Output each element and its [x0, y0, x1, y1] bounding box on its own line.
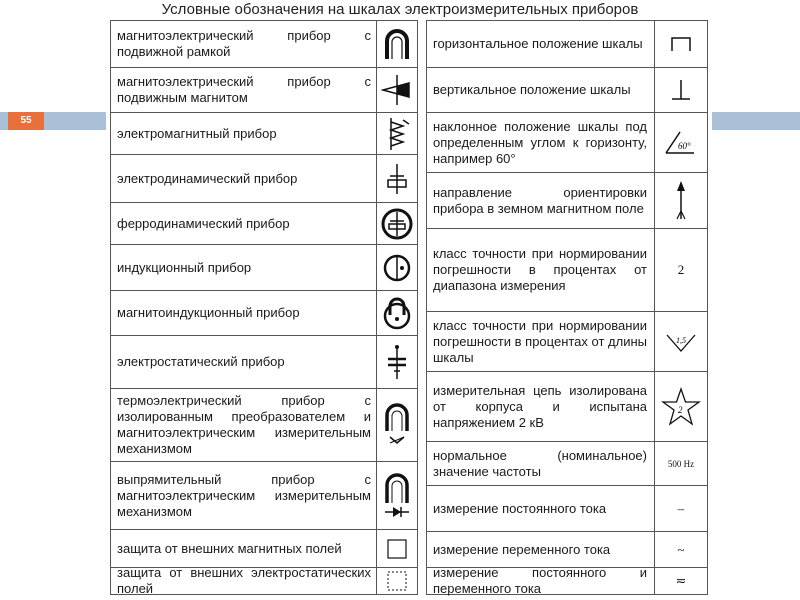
- table-row: [111, 462, 417, 530]
- right-symbols-table: [426, 20, 708, 595]
- row-label: измерительная цепь изолирована от корпуса и испытана напряжением 2 кВ: [433, 382, 647, 430]
- magnetoinduction-icon: [376, 291, 417, 335]
- table-row: [111, 68, 417, 113]
- horizontal-position-icon: [654, 21, 707, 67]
- table-row: [427, 312, 707, 372]
- electrodynamic-icon: [376, 155, 417, 202]
- ac-dc-symbol: ≂: [675, 573, 687, 588]
- frequency-value: 500 Hz: [667, 458, 695, 469]
- ferrodynamic-icon: [376, 203, 417, 244]
- row-label: класс точности при нормировании погрешности в процентах от длины шкалы: [433, 317, 647, 365]
- electrostatic-icon: [376, 336, 417, 388]
- electrostatic-shield-icon: [376, 568, 417, 594]
- magnetic-shield-icon: [376, 530, 417, 567]
- table-row: [427, 486, 707, 532]
- table-row: [427, 372, 707, 442]
- table-row: [427, 113, 707, 173]
- page-number: 55: [8, 112, 44, 130]
- row-label: защита от внешних электростатических полей: [117, 565, 371, 596]
- table-row: [111, 565, 417, 596]
- electromagnetic-coil-icon: [376, 113, 417, 154]
- table-row: [111, 530, 417, 568]
- table-row: [427, 532, 707, 568]
- row-label: электромагнитный прибор: [117, 125, 277, 141]
- row-label: магнитоэлектрический прибор с подвижным магнитом: [117, 74, 371, 105]
- orientation-arrow-icon: [654, 173, 707, 228]
- table-row: [111, 21, 417, 68]
- rectifier-icon: [376, 462, 417, 529]
- row-label: магнитоэлектрический прибор с подвижной рамкой: [117, 28, 371, 59]
- row-label: электродинамический прибор: [117, 170, 298, 186]
- row-label: магнитоиндукционный прибор: [117, 305, 300, 320]
- dc-icon: [654, 486, 707, 531]
- inclined-angle-label: 60°: [678, 140, 691, 151]
- accuracy-scale-icon: [654, 312, 707, 371]
- star-insulation-icon: [654, 372, 707, 441]
- row-label: термоэлектрический прибор с изолированным преобразователем и магнитоэлектрическим измерительным механизмом: [117, 393, 371, 456]
- accuracy-scale-value: 1,5: [676, 335, 686, 345]
- row-label: выпрямительный прибор с магнитоэлектрическим измерительным механизмом: [117, 471, 371, 519]
- row-label: наклонное положение шкалы под определенным углом к горизонту, например 60°: [433, 118, 647, 166]
- table-row: [111, 389, 417, 462]
- table-row: [111, 336, 417, 389]
- horseshoe-magnet-icon: [376, 21, 417, 67]
- table-row: [427, 565, 707, 596]
- moving-magnet-icon: [376, 68, 417, 112]
- thermoelectric-icon: [376, 389, 417, 461]
- table-row: [427, 229, 707, 312]
- table-row: [111, 291, 417, 336]
- table-row: [427, 68, 707, 113]
- vertical-position-icon: [654, 68, 707, 112]
- row-label: измерение постоянного и переменного тока: [433, 565, 647, 596]
- inclined-position-icon: [654, 113, 707, 172]
- row-label: нормальное (номинальное) значение частоты: [433, 447, 647, 479]
- star-insulation-value: 2: [678, 404, 683, 415]
- row-label: ферродинамический прибор: [117, 215, 290, 231]
- table-row: [427, 21, 707, 68]
- row-label: электростатический прибор: [117, 354, 285, 369]
- row-label: защита от внешних магнитных полей: [117, 540, 342, 556]
- row-label: горизонтальное положение шкалы: [433, 36, 643, 51]
- row-label: класс точности при нормировании погрешности в процентах от диапазона измерения: [433, 246, 647, 293]
- slide-accent-bar-right: [712, 112, 800, 130]
- dc-symbol: –: [677, 500, 685, 516]
- ac-symbol: ~: [677, 541, 685, 557]
- left-symbols-table: [110, 20, 418, 595]
- row-label: вертикальное положение шкалы: [433, 82, 631, 97]
- page-title: Условные обозначения на шкалах электроизмерительных приборов: [161, 1, 639, 18]
- table-row: [111, 245, 417, 291]
- row-label: направление ориентировки прибора в земном магнитном поле: [433, 184, 647, 216]
- ac-icon: [654, 532, 707, 567]
- table-row: [111, 113, 417, 155]
- table-row: [111, 155, 417, 203]
- frequency-icon: [654, 442, 707, 485]
- induction-icon: [376, 245, 417, 290]
- row-label: индукционный прибор: [117, 259, 252, 275]
- row-label: измерение постоянного тока: [433, 500, 607, 516]
- table-row: [111, 203, 417, 245]
- table-row: [427, 173, 707, 229]
- table-row: [427, 442, 707, 486]
- row-label: измерение переменного тока: [433, 541, 611, 557]
- ac-dc-icon: [654, 568, 707, 594]
- accuracy-class-icon: [654, 229, 707, 311]
- accuracy-class-value: 2: [677, 262, 685, 277]
